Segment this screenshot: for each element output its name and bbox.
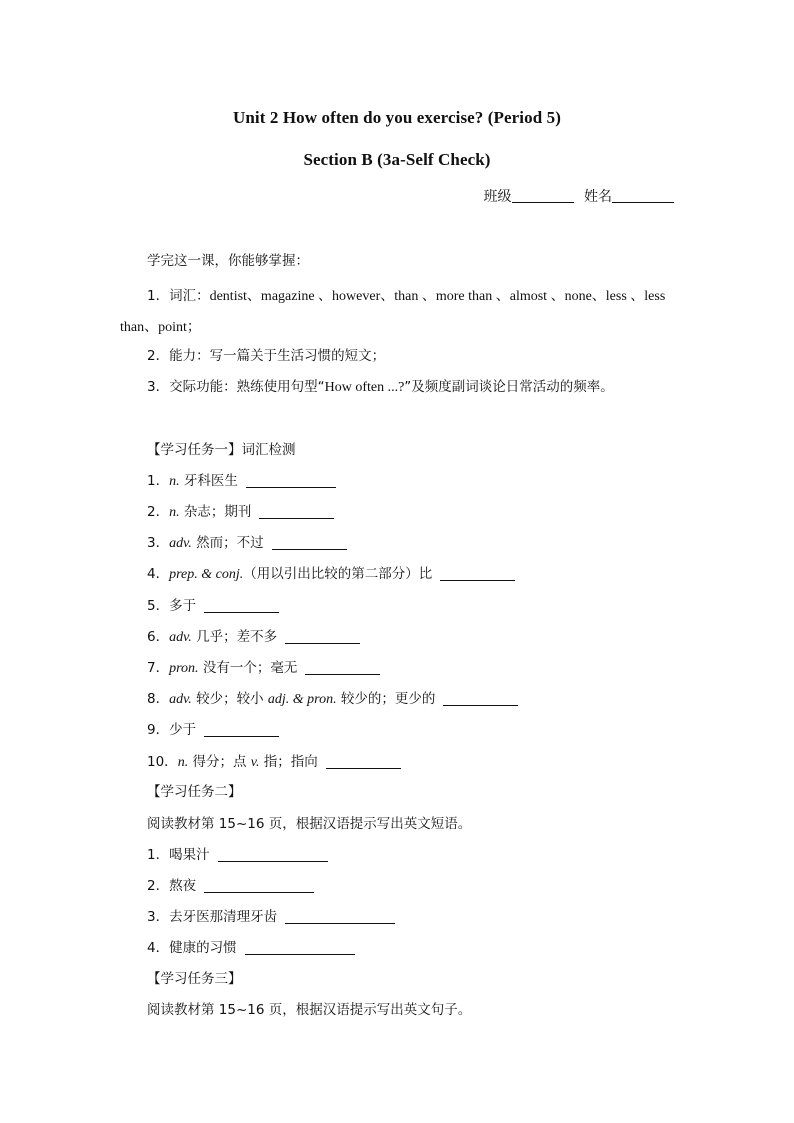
- task1-heading: 【学习任务一】词汇检测: [147, 442, 296, 458]
- answer-blank[interactable]: [440, 566, 515, 581]
- task2-heading: 【学习任务二】: [147, 784, 242, 800]
- intro-vocab-item: 1．词汇：dentist、magazine 、however、than 、more than 、almost 、none、less 、less than、point；: [120, 288, 666, 335]
- task2-item-3: 3．去牙医那清理牙齿: [147, 905, 395, 925]
- answer-blank[interactable]: [285, 909, 395, 924]
- task1-item-10: 10．n. 得分；点 v. 指；指向: [147, 750, 401, 771]
- task1-item-4: 4．prep. & conj.（用以引出比较的第二部分）比: [147, 562, 515, 583]
- task2-item-1: 1．喝果汁: [147, 843, 328, 863]
- intro-vocab-words: dentist、magazine 、however、than 、more than 、almost 、none、less 、less than、point；: [120, 289, 666, 335]
- class-label: 班级: [483, 189, 512, 205]
- task1-item-8: 8．adv. 较少；较小 adj. & pron. 较少的；更少的: [147, 687, 518, 708]
- answer-blank[interactable]: [204, 598, 279, 613]
- answer-blank[interactable]: [246, 473, 336, 488]
- class-name-fields: [484, 186, 674, 206]
- task1-item-9: 9．少于: [147, 718, 279, 738]
- answer-blank[interactable]: [326, 754, 401, 769]
- class-blank: [512, 188, 574, 203]
- answer-blank[interactable]: [204, 878, 314, 893]
- answer-blank[interactable]: [259, 504, 334, 519]
- task1-item-5: 5．多于: [147, 594, 279, 614]
- task1-item-2: 2．n. 杂志；期刊: [147, 500, 334, 521]
- intro-function-item: 3．交际功能：熟练使用句型“How often ...?”及频度副词谈论日常活动的频率。: [147, 379, 614, 395]
- page-subtitle: Section B (3a-Self Check): [303, 150, 491, 169]
- task1-item-1: 1．n. 牙科医生: [147, 469, 336, 490]
- task3-heading: 【学习任务三】: [147, 971, 242, 987]
- name-blank: [612, 188, 674, 203]
- name-label: 姓名: [584, 189, 612, 205]
- intro-heading: 学完这一课，你能够掌握：: [147, 253, 309, 269]
- answer-blank[interactable]: [218, 847, 328, 862]
- intro-ability-item: 2．能力：写一篇关于生活习惯的短文；: [147, 348, 386, 364]
- task1-item-6: 6．adv. 几乎；差不多: [147, 625, 360, 646]
- task2-item-4: 4．健康的习惯: [147, 936, 355, 956]
- task2-item-2: 2．熬夜: [147, 874, 314, 894]
- answer-blank[interactable]: [204, 722, 279, 737]
- answer-blank[interactable]: [285, 629, 360, 644]
- task1-item-7: 7．pron. 没有一个；毫无: [147, 656, 380, 677]
- answer-blank[interactable]: [245, 940, 355, 955]
- answer-blank[interactable]: [305, 660, 380, 675]
- task1-item-3: 3．adv. 然而；不过: [147, 531, 347, 552]
- task2-instruction: 阅读教材第 15~16 页，根据汉语提示写出英文短语。: [147, 816, 472, 832]
- page-title: Unit 2 How often do you exercise? (Period 5): [233, 108, 561, 127]
- task3-instruction: 阅读教材第 15~16 页，根据汉语提示写出英文句子。: [147, 1002, 472, 1018]
- answer-blank[interactable]: [272, 535, 347, 550]
- answer-blank[interactable]: [443, 691, 518, 706]
